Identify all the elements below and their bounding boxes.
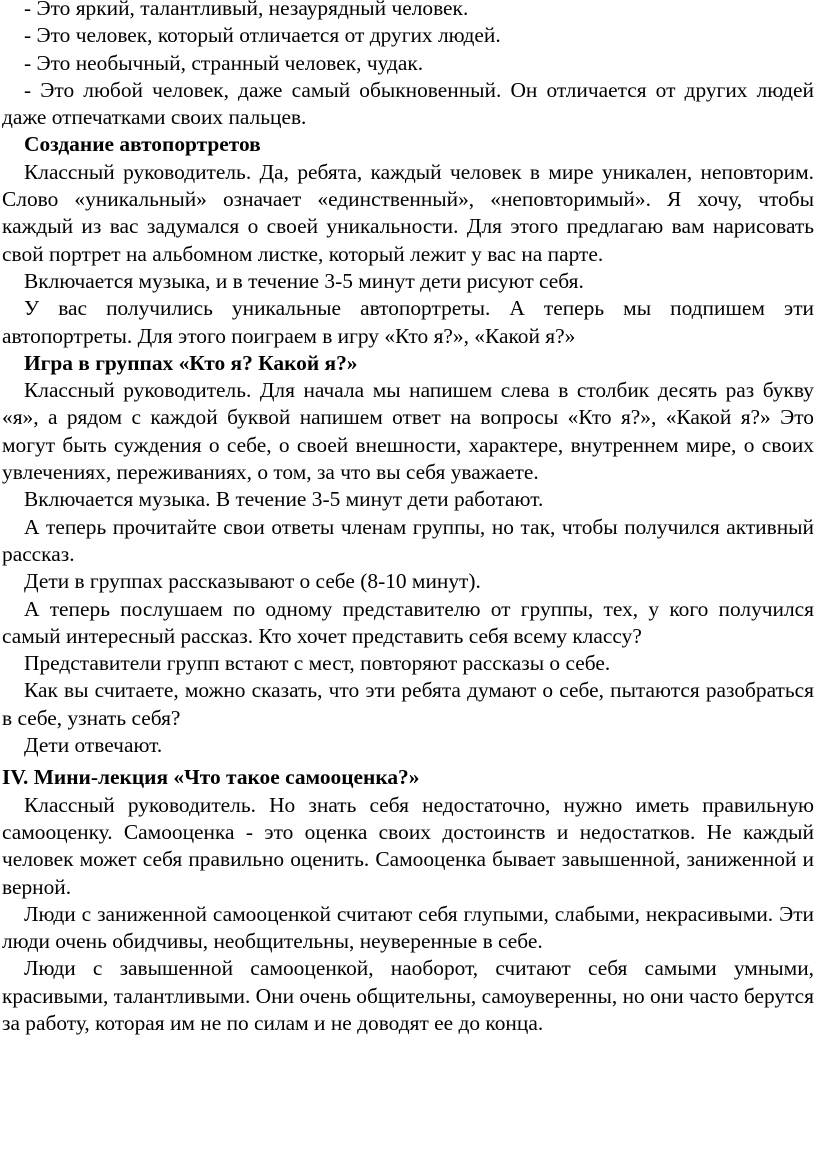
answer-line-2: - Это человек, который отличается от других людей. bbox=[24, 23, 501, 48]
answer-line-1: - Это яркий, талантливый, незаурядный человек. bbox=[24, 0, 469, 20]
section-heading-self-portraits: Создание автопортретов bbox=[24, 132, 261, 157]
paragraph-uniqueness: Классный руководитель. Да, ребята, каждый человек в мире уникален, неповторим. Слово «уникальный» означает «единственный», «неповторимый». Я хочу, чтобы каждый из вас задумался о своей уникальности. Для этого предлагаю вам нарисовать свой портрет на альбомном листке, который лежит у вас на парте. bbox=[2, 159, 814, 266]
paragraph-music-drawing: Включается музыка, и в течение 3-5 минут дети рисуют себя. bbox=[24, 268, 584, 293]
paragraph-self-esteem: Классный руководитель. Но знать себя недостаточно, нужно иметь правильную самооценку. Самооценка - это оценка своих достоинств и недостатков. Не каждый человек может себя правильно оценить. Самооценка бывает завышенной, заниженной и верной. bbox=[2, 792, 814, 899]
answer-line-4: - Это любой человек, даже самый обыкновенный. Он отличается от других людей даже отпечатками своих пальцев. bbox=[2, 77, 814, 130]
paragraph-representative: А теперь послушаем по одному представителю от группы, тех, у кого получился самый интересный рассказ. Кто хочет представить себя всему классу? bbox=[2, 596, 814, 648]
paragraph-question: Как вы считаете, можно сказать, что эти ребята думают о себе, пытаются разобраться в себе, узнать себя? bbox=[2, 678, 814, 730]
paragraph-groups-tell: Дети в группах рассказывают о себе (8-10 минут). bbox=[24, 569, 481, 594]
answer-line-3: - Это необычный, странный человек, чудак. bbox=[24, 50, 424, 75]
paragraph-game-instructions: Классный руководитель. Для начала мы напишем слева в столбик десять раз букву «я», а рядом с каждой буквой напишем ответ на вопросы «Кто я?», «Какой я?» Это могут быть суждения о себе, о своей внешности, характере, внутреннем мире, о своих увлечениях, переживаниях, о том, за что вы себя уважаете. bbox=[2, 378, 814, 485]
paragraph-low-self-esteem: Люди с заниженной самооценкой считают себя глупыми, слабыми, некрасивыми. Эти люди очень обидчивы, необщительны, неуверенные в себе. bbox=[2, 901, 814, 954]
paragraph-music-work: Включается музыка. В течение 3-5 минут дети работают. bbox=[24, 487, 544, 512]
paragraph-representatives-stand: Представители групп встают с мест, повторяют рассказы о себе. bbox=[24, 651, 611, 676]
section-heading-mini-lecture: IV. Мини-лекция «Что такое самооценка?» bbox=[2, 765, 420, 790]
section-heading-group-game: Игра в группах «Кто я? Какой я?» bbox=[24, 350, 358, 375]
paragraph-high-self-esteem: Люди с завышенной самооценкой, наоборот, считают себя самыми умными, красивыми, талантливыми. Они очень общительны, самоуверенны, но они часто берутся за работу, которая им не по силам и не доводят ее до конца. bbox=[2, 956, 814, 1035]
paragraph-children-answer: Дети отвечают. bbox=[24, 733, 163, 758]
paragraph-sign-portraits: У вас получились уникальные автопортреты. А теперь мы подпишем эти автопортреты. Для этого поиграем в игру «Кто я?», «Какой я?» bbox=[2, 296, 814, 348]
paragraph-read-answers: А теперь прочитайте свои ответы членам группы, но так, чтобы получился активный рассказ. bbox=[2, 514, 814, 566]
